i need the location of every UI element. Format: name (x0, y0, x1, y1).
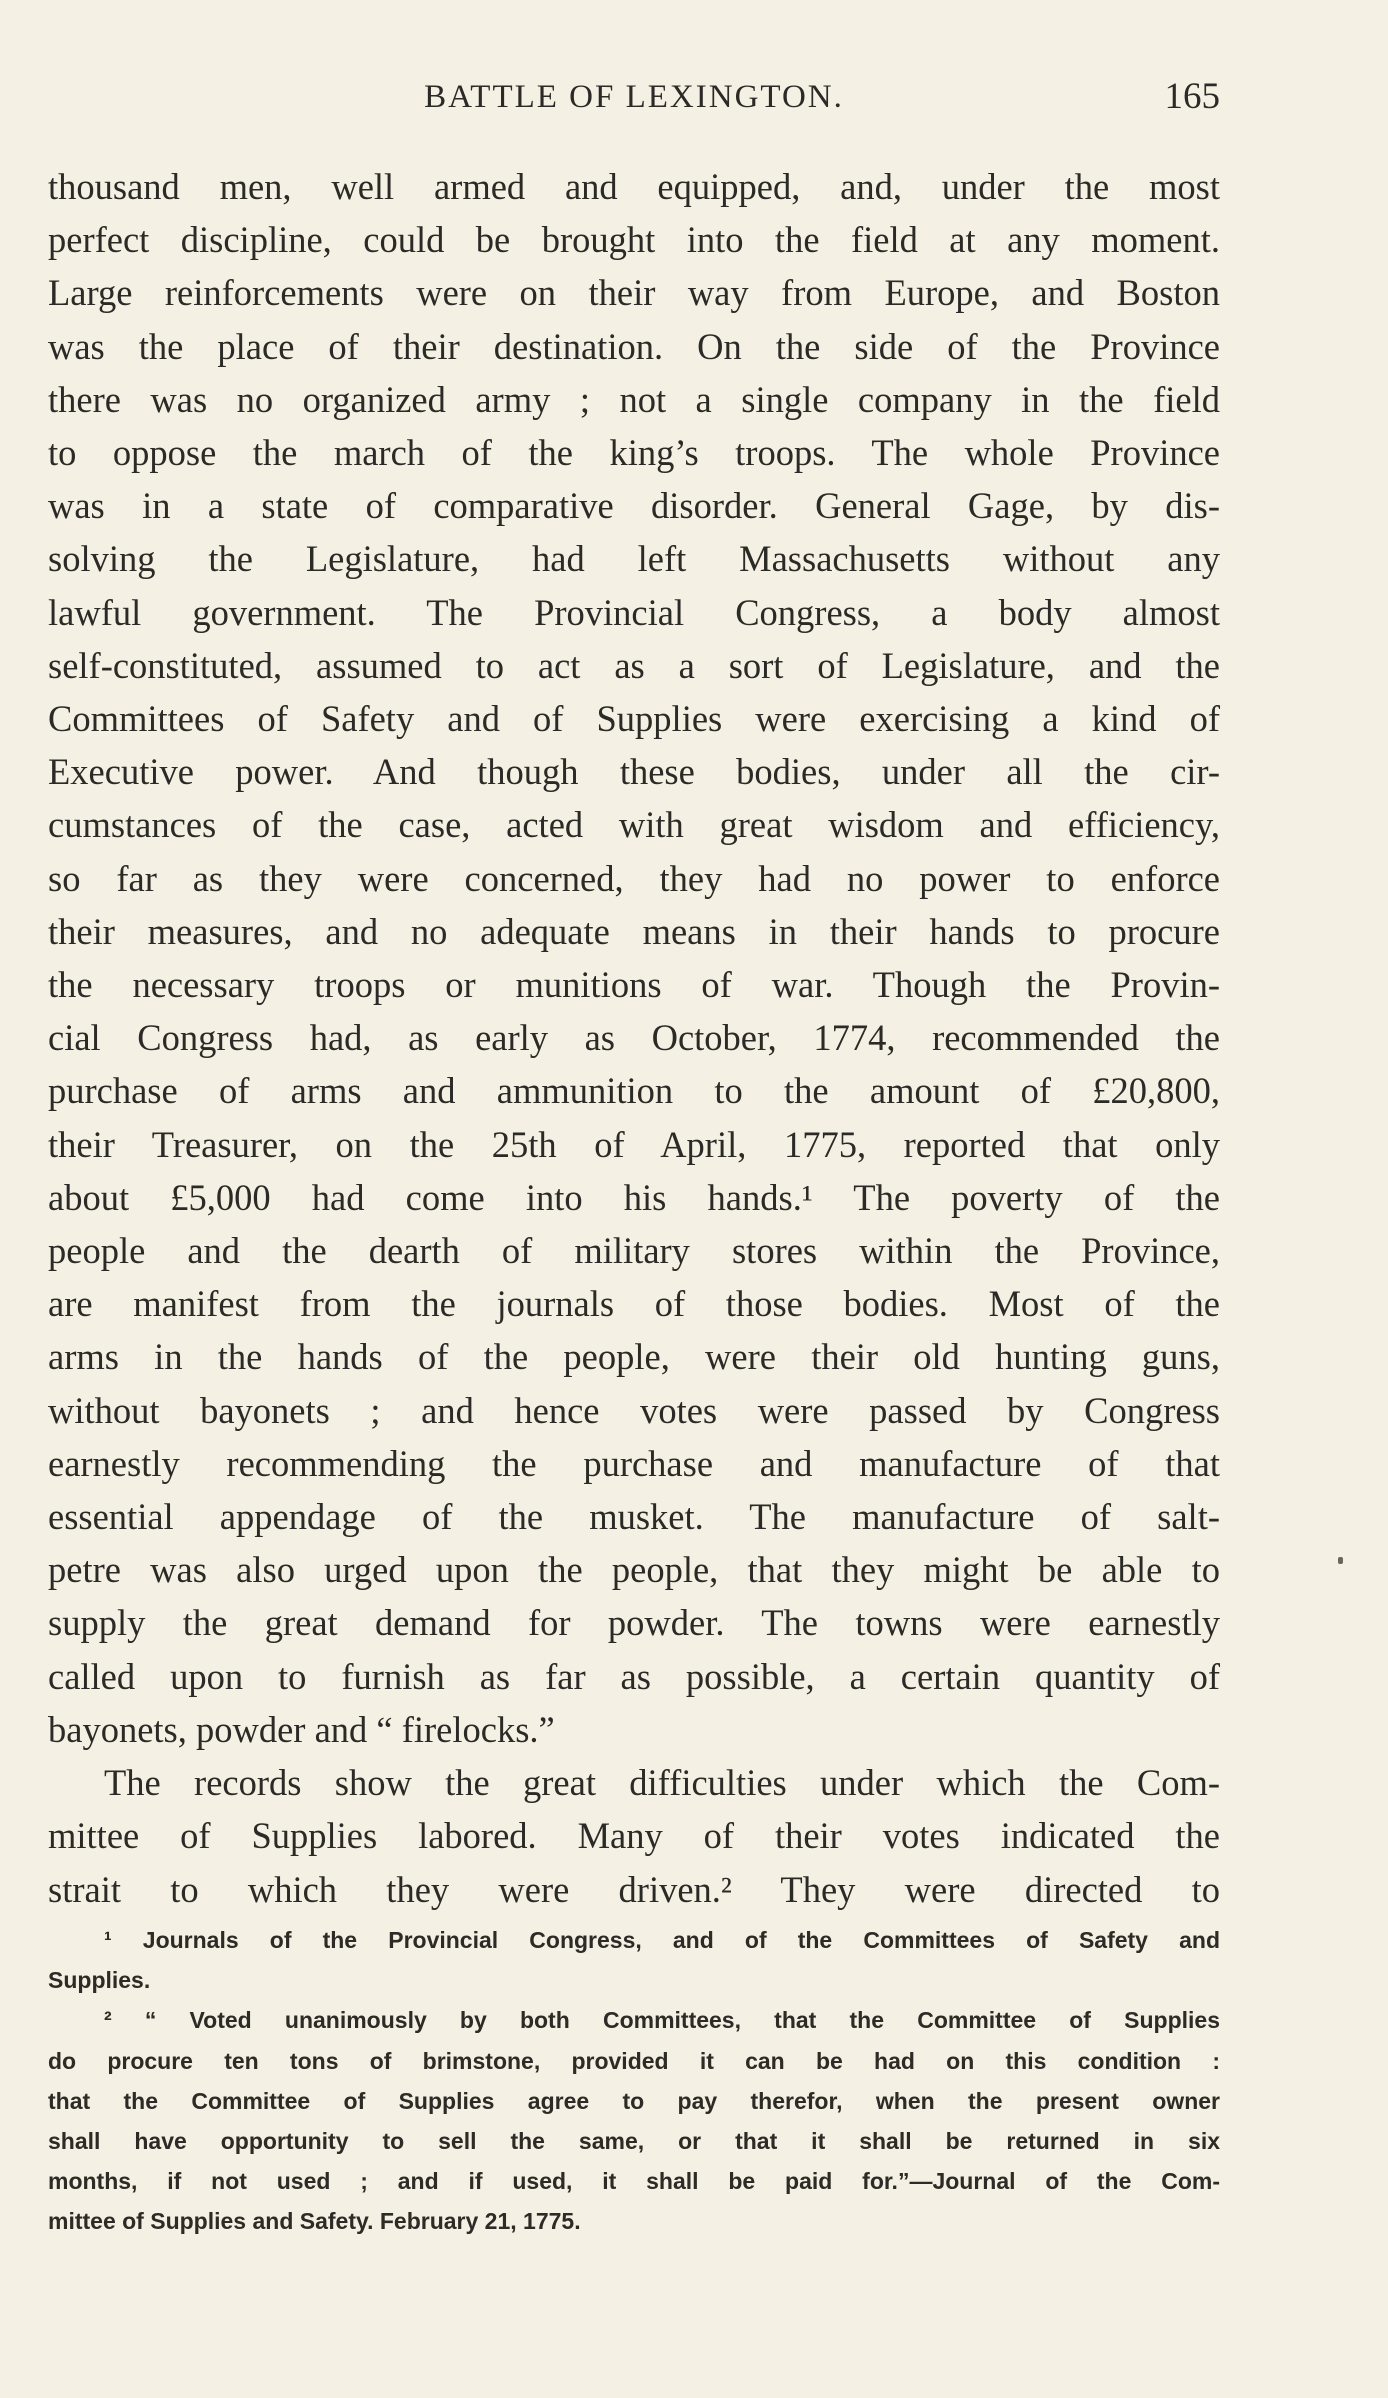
body-line: petre was also urged upon the people, that they might be able to (48, 1549, 1220, 1591)
page-number: 165 (1164, 76, 1220, 117)
body-line: called upon to furnish as far as possible, a certain quantity of (48, 1655, 1220, 1697)
body-line: thousand men, well armed and equipped, and, under the most (48, 166, 1220, 207)
footnote-1-line: Supplies. (48, 1967, 151, 1994)
body-line: strait to which they were driven.² They were directed to (48, 1868, 1220, 1910)
body-line: Large reinforcements were on their way from Europe, and Boston (48, 272, 1220, 314)
footnotes (48, 1920, 1220, 2242)
body-line: perfect discipline, could be brought into the field at any moment. (48, 219, 1220, 261)
footnote-2-line: do procure ten tons of brimstone, provided it can be had on this condition : (48, 2047, 1220, 2074)
body-line: without bayonets ; and hence votes were passed by Congress (48, 1389, 1220, 1431)
footnote-2-line: that the Committee of Supplies agree to pay therefor, when the present owner (48, 2087, 1220, 2114)
body-line: was in a state of comparative disorder. General Gage, by dis- (48, 485, 1220, 527)
body-line: purchase of arms and ammunition to the amount of £20,800, (48, 1070, 1220, 1112)
body-line: about £5,000 had come into his hands.¹ The poverty of the (48, 1176, 1220, 1218)
body-line: was the place of their destination. On the side of the Province (48, 325, 1220, 367)
body-line: their measures, and no adequate means in their hands to procure (48, 910, 1220, 952)
paragraph-start-line: The records show the great difficulties under which the Com- (104, 1762, 1220, 1804)
body-line: are manifest from the journals of those bodies. Most of the (48, 1283, 1220, 1325)
body-line: lawful government. The Provincial Congress, a body almost (48, 591, 1220, 633)
page-header (48, 72, 1220, 122)
body-line: people and the dearth of military stores within the Province, (48, 1230, 1220, 1272)
body-line: earnestly recommending the purchase and manufacture of that (48, 1442, 1220, 1484)
body-line: their Treasurer, on the 25th of April, 1775, reported that only (48, 1123, 1220, 1165)
footnote-1-line: ¹ Journals of the Provincial Congress, and of the Committees of Safety and (104, 1927, 1220, 1953)
running-head: BATTLE OF LEXINGTON. (424, 79, 844, 115)
footnote-2-line: shall have opportunity to sell the same, or that it shall be returned in six (48, 2128, 1220, 2155)
body-line: the necessary troops or munitions of war. Though the Provin- (48, 964, 1220, 1006)
body-line: arms in the hands of the people, were their old hunting guns, (48, 1336, 1220, 1378)
footnote-2-line: months, if not used ; and if used, it shall be paid for.”—Journal of the Com- (48, 2168, 1220, 2195)
body-line: self-constituted, assumed to act as a sort of Legislature, and the (48, 644, 1220, 686)
body-line: essential appendage of the musket. The manufacture of salt- (48, 1496, 1220, 1538)
body-line: cial Congress had, as early as October, 1774, recommended the (48, 1017, 1220, 1059)
body-line: Committees of Safety and of Supplies were exercising a kind of (48, 698, 1220, 740)
body-line: bayonets, powder and “ firelocks.” (48, 1708, 555, 1750)
ink-speck (1338, 1557, 1343, 1564)
body-line: to oppose the march of the king’s troops. The whole Province (48, 432, 1220, 474)
body-text (48, 160, 1220, 1916)
footnote-2-line: mittee of Supplies and Safety. February 21, 1775. (48, 2208, 581, 2235)
footnote-2-line: ² “ Voted unanimously by both Committees, that the Committee of Supplies (104, 2007, 1220, 2034)
body-line: supply the great demand for powder. The towns were earnestly (48, 1602, 1220, 1644)
body-line: so far as they were concerned, they had no power to enforce (48, 857, 1220, 899)
body-line: solving the Legislature, had left Massachusetts without any (48, 538, 1220, 580)
body-line: mittee of Supplies labored. Many of their votes indicated the (48, 1815, 1220, 1857)
body-line: cumstances of the case, acted with great wisdom and efficiency, (48, 804, 1220, 846)
body-line: there was no organized army ; not a single company in the field (48, 378, 1220, 420)
body-line: Executive power. And though these bodies, under all the cir- (48, 751, 1220, 793)
